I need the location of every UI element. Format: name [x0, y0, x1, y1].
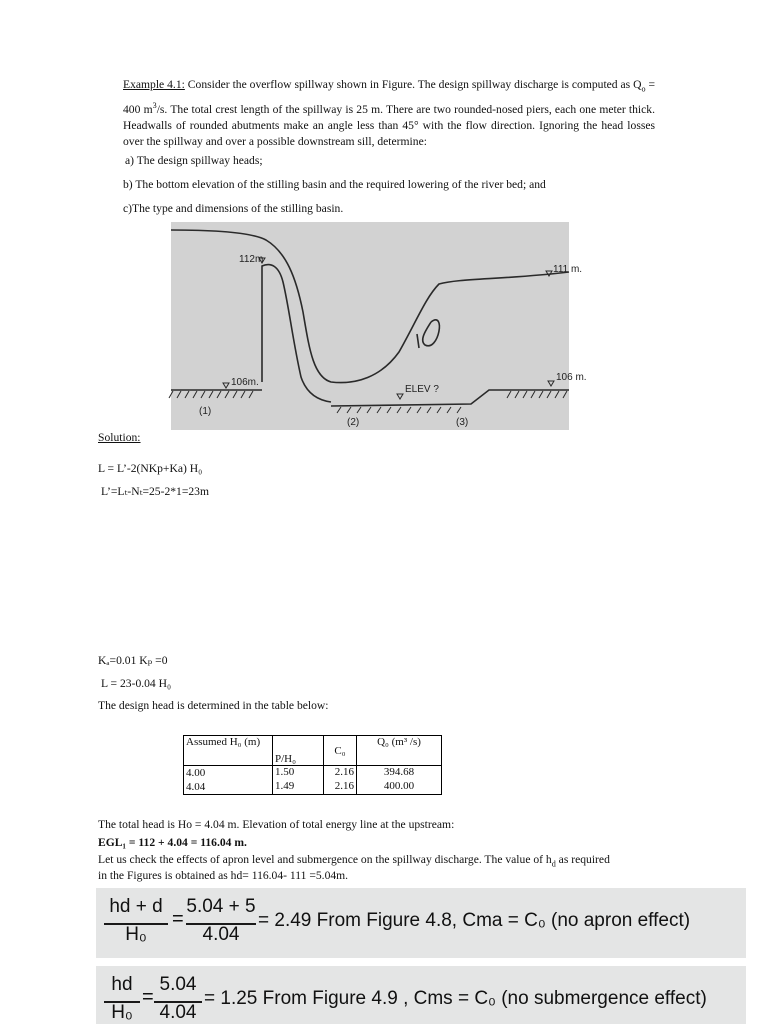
- cell-h0-2: 4.04: [184, 780, 273, 795]
- check-text-sub: d: [551, 859, 556, 869]
- item-c: c)The type and dimensions of the stilling basin.: [123, 202, 344, 215]
- section-3: (3): [456, 417, 469, 428]
- fraction-values-denominator: 4.04: [202, 924, 240, 945]
- header-p-h0: P/H₀: [273, 736, 324, 766]
- label-106m-upstream: 106m.: [231, 377, 259, 388]
- table-row: [184, 766, 442, 781]
- equation-4: L = 23-0.04 H₀: [101, 677, 172, 690]
- table-header-row: [184, 736, 442, 766]
- statement-line-2c: /s. The total crest length of the spillway is 25 m. There are two rounded-nosed: [156, 102, 524, 116]
- spillway-sketch: [171, 222, 587, 430]
- cell-ph0-1: 1.50: [273, 766, 324, 781]
- statement-sub-o: o: [641, 84, 646, 94]
- statement-line-3: piers, each one meter thick. Headwalls of rounded abutments make an angle less than 45° with the flow: [123, 102, 655, 132]
- cell-q0-2: 400.00: [357, 780, 442, 795]
- apron-result: = 2.49 From Figure 4.8, Cma = C₀ (no apron effect): [258, 910, 691, 931]
- spillway-figure: [171, 222, 587, 430]
- example-label: Example 4.1:: [123, 78, 185, 91]
- statement-line-2b: = 400 m: [123, 78, 656, 116]
- equation-2: L’=Lₜ-Nₜ=25-2*1=23m: [101, 485, 209, 498]
- check-text-end: as required: [555, 853, 610, 866]
- fraction-denominator: H₀: [125, 924, 147, 945]
- header-c0: C₀: [324, 736, 357, 766]
- label-112m: 112m: [239, 254, 264, 265]
- fraction2-values-denominator: 4.04: [159, 1002, 197, 1023]
- label-106m-downstream: 106 m.: [556, 372, 587, 383]
- section-2: (2): [347, 417, 360, 428]
- solution-heading: Solution:: [98, 431, 141, 444]
- fraction-values-numerator: 5.04 + 5: [186, 896, 256, 917]
- equation-band-apron: hd + d H₀ = 5.04 + 5 4.04 = 2.49 From Figure 4.8, Cma = C₀ (no apron effect): [96, 888, 746, 958]
- design-head-table: [183, 735, 442, 795]
- equation-band-submergence: hd H₀ = 5.04 4.04 = 1.25 From Figure 4.9 , Cms = C₀ (no submergence effect): [96, 966, 746, 1024]
- fraction2-numerator: hd: [111, 974, 133, 995]
- equation-1: L = L’-2(NKp+Ka) H₀: [98, 462, 203, 475]
- fraction-hd-h0: [104, 974, 140, 1030]
- label-elev: ELEV ?: [405, 384, 439, 395]
- problem-statement: [123, 77, 655, 150]
- statement-line-1: Consider the overflow spillway shown in Figure. The design spillway discharge is: [187, 78, 569, 91]
- check-text-main: Let us check the effects of apron level and submergence on the spillway discharge. The value of h: [98, 853, 552, 866]
- section-1: (1): [199, 406, 212, 417]
- fraction-hd-plus-d: [104, 896, 168, 952]
- cell-q0-1: 394.68: [357, 766, 442, 781]
- hd-text: in the Figures is obtained as hd= 116.04- 111 =5.04m.: [98, 869, 349, 882]
- header-assumed-h0: Assumed H₀ (m): [184, 736, 273, 766]
- table-intro: The design head is determined in the table below:: [98, 699, 329, 712]
- fraction2-values: [154, 974, 202, 1030]
- cell-c0-2: 2.16: [324, 780, 357, 795]
- statement-line-2a: computed as Q: [571, 78, 642, 91]
- egl-equation: EGL₁ = 112 + 4.04 = 116.04 m.: [98, 836, 247, 849]
- item-b: b) The bottom elevation of the stilling basin and the required lowering of the river bed; and: [123, 178, 546, 191]
- label-111m: 111 m.: [553, 264, 583, 275]
- header-q0: Q₀ (m³ /s): [357, 736, 442, 766]
- fraction-values: [186, 896, 256, 952]
- fraction2-values-numerator: 5.04: [159, 974, 197, 995]
- submergence-result: = 1.25 From Figure 4.9 , Cms = C₀ (no submergence effect): [204, 988, 707, 1009]
- equation-3: Kₐ=0.01 Kₚ =0: [98, 654, 168, 667]
- fraction-numerator: hd + d: [109, 896, 163, 917]
- total-head-text: The total head is Ho = 4.04 m. Elevation of total energy line at the upstream:: [98, 818, 455, 831]
- item-a: a) The design spillway heads;: [125, 154, 263, 167]
- statement-sup-3: 3: [152, 100, 157, 110]
- table-row: [184, 780, 442, 795]
- statement-line-4: direction. Ignoring the head losses over the spillway and over a possible downstream sill, determine:: [123, 118, 655, 148]
- fraction2-denominator: H₀: [111, 1002, 133, 1023]
- cell-h0-1: 4.00: [184, 766, 273, 781]
- cell-ph0-2: 1.49: [273, 780, 324, 795]
- cell-c0-1: 2.16: [324, 766, 357, 781]
